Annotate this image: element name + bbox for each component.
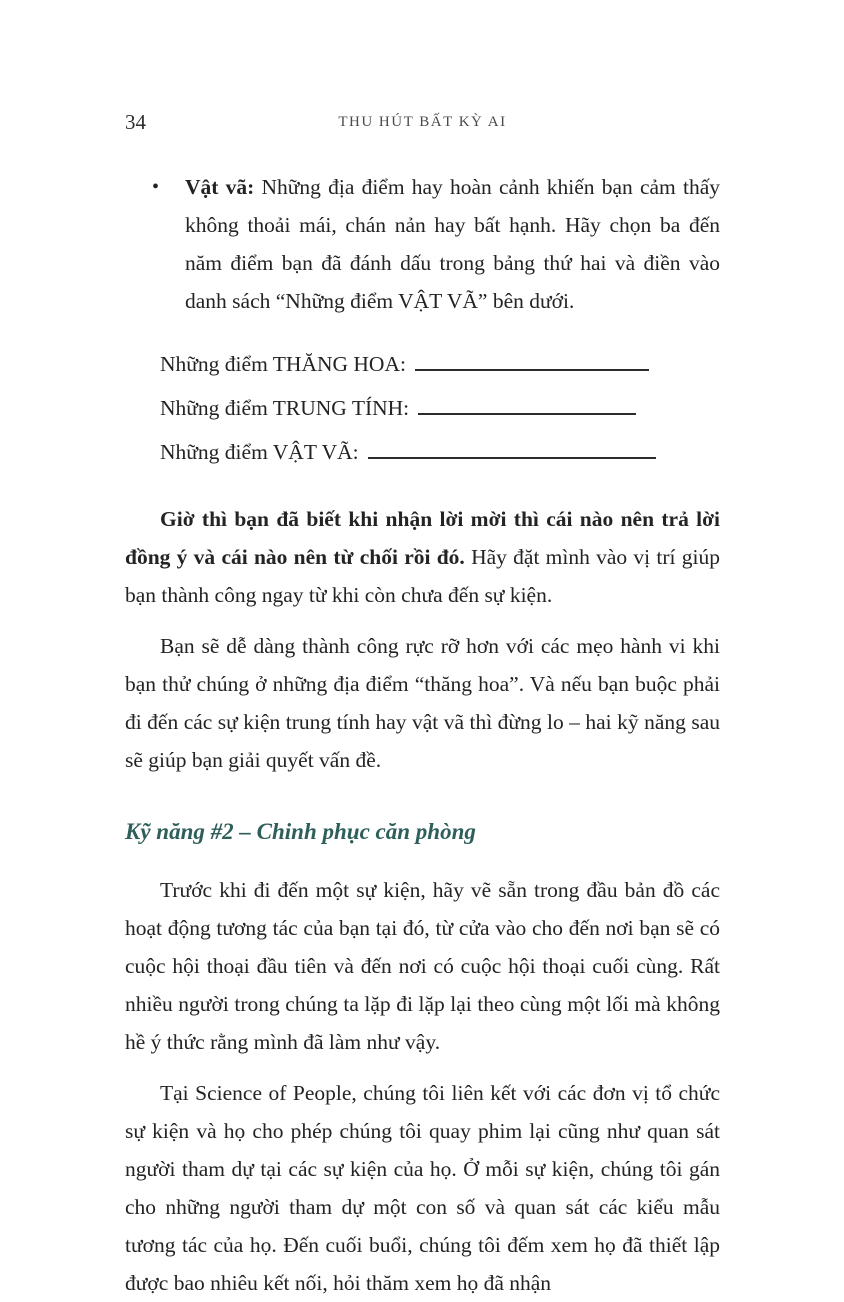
bullet-lead: Vật vã:: [185, 175, 255, 199]
bullet-paragraph: [185, 168, 720, 320]
fill-line-vat-va: [160, 432, 720, 473]
bullet-text: Những địa điểm hay hoàn cảnh khiến bạn cảm thấy không thoải mái, chán nản hay bất hạnh. Hãy chọn ba đến năm điểm bạn đã đánh dấu trong bảng thứ hai và điền vào danh sách “Những điểm VẬT VÃ” bên dưới.: [185, 175, 720, 313]
paragraph-3: Trước khi đi đến một sự kiện, hãy vẽ sẵn trong đầu bản đồ các hoạt động tương tác của bạn tại đó, từ cửa vào cho đến nơi bạn sẽ có cuộc hội thoại đầu tiên và đến nơi có cuộc hội thoại cuối cùng. Rất nhiều người trong chúng ta lặp đi lặp lại theo cùng một lối mà không hề ý thức rằng mình đã làm như vậy.: [125, 878, 720, 1054]
fill-line-trung-tinh: [160, 388, 720, 429]
paragraph-2: Bạn sẽ dễ dàng thành công rực rỡ hơn với các mẹo hành vi khi bạn thử chúng ở những địa điểm “thăng hoa”. Và nếu bạn buộc phải đi đến các sự kiện trung tính hay vật vã thì đừng lo – hai kỹ năng sau sẽ giúp bạn giải quyết vấn đề.: [125, 634, 720, 772]
paragraph-intro-text: Hãy đặt mình vào vị trí giúp bạn thành công ngay từ khi còn chưa đến sự kiện.: [125, 545, 721, 607]
paragraph-intro: [125, 500, 720, 614]
blank-underline: [368, 439, 656, 459]
section-heading: Kỹ năng #2 – Chinh phục căn phòng: [125, 819, 476, 844]
paragraph-4: Tại Science of People, chúng tôi liên kết với các đơn vị tổ chức sự kiện và họ cho phép chúng tôi quay phim lại cũng như quan sát người tham dự tại các sự kiện của họ. Ở mỗi sự kiện, chúng tôi gán cho những người tham dự một con số và quan sát các kiểu mẫu tương tác của họ. Đến cuối buổi, chúng tôi đếm xem họ đã thiết lập được bao nhiêu kết nối, hỏi thăm xem họ đã nhận: [125, 1081, 720, 1295]
bullet-icon: •: [152, 176, 160, 198]
blank-underline: [418, 395, 636, 415]
paragraph-intro-bold: Giờ thì bạn đã biết khi nhận lời mời thì cái nào nên trả lời đồng ý và cái nào nên từ chối rồi đó.: [125, 507, 720, 569]
page-header: [125, 110, 720, 140]
fill-line-label: Những điểm THĂNG HOA:: [160, 352, 406, 376]
page-content: [125, 168, 720, 1302]
blank-underline: [415, 351, 649, 371]
fill-line-label: Những điểm VẬT VÃ:: [160, 440, 359, 464]
running-header: THU HÚT BẤT KỲ AI: [338, 114, 507, 130]
fill-line-label: Những điểm TRUNG TÍNH:: [160, 396, 410, 420]
fill-line-thang-hoa: [160, 344, 720, 385]
bullet-item: [152, 168, 720, 320]
page-number: 34: [125, 110, 146, 134]
